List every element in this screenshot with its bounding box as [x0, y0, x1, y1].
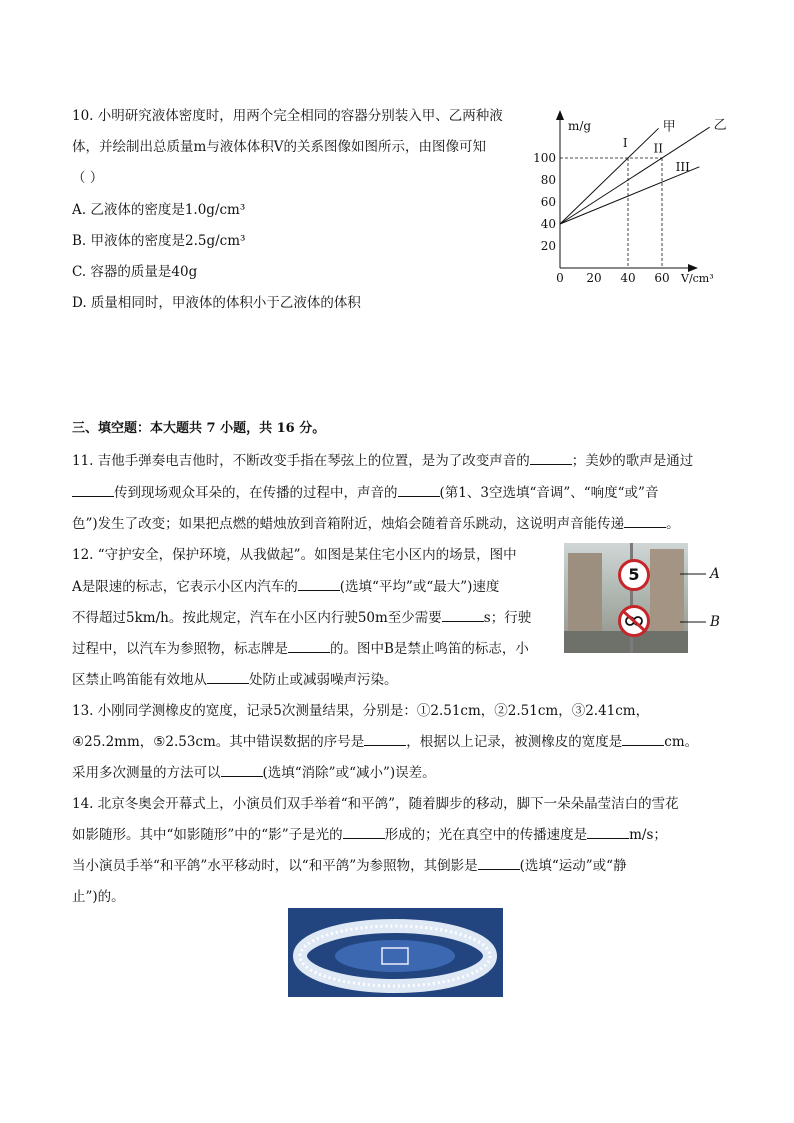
q14-text-3a: 当小演员手举“和平鸽”水平移动时，以“和平鸽”为参照物，其倒影是 — [72, 858, 478, 874]
q12-text-5b: 处防止或减弱噪声污染。 — [249, 672, 398, 688]
q13-text-2a: ④25.2mm，⑤2.53cm。其中错误数据的序号是 — [72, 734, 365, 750]
q11-line1 — [72, 449, 693, 469]
q14-text-2b: 形成的；光在真空中的传播速度是 — [384, 827, 588, 843]
q13-line3 — [72, 761, 436, 781]
q11-blank-3 — [398, 484, 440, 497]
y-axis-label: m/g — [568, 119, 592, 133]
q12-line5 — [72, 668, 398, 688]
q13-line2 — [72, 730, 698, 750]
q14-line3 — [72, 854, 627, 874]
no-horn-sign — [618, 605, 650, 637]
q11-line2 — [72, 481, 658, 501]
q12-line1: 12. “守护安全，保护环境，从我做起”。如图是某住宅小区内的场景，图中 — [72, 547, 517, 563]
q12-text-4b: 的。图中B是禁止鸣笛的标志，小 — [330, 641, 529, 657]
annotation-II: II — [653, 141, 663, 156]
q12-text-2b: (选填“平均”或“最大”)速度 — [339, 579, 500, 595]
q11-text-1b: ；美妙的歌声是通过 — [571, 453, 694, 469]
q14-line4: 止”)的。 — [72, 889, 125, 905]
q12-blank-3 — [288, 640, 330, 653]
q14-blank-1 — [343, 826, 385, 839]
q10-option-c: C. 容器的质量是40g — [72, 264, 198, 280]
mass-volume-chart — [526, 100, 736, 290]
x-tick-label: 20 — [586, 271, 602, 285]
q12-line2 — [72, 575, 499, 595]
y-tick-label: 20 — [540, 239, 556, 253]
q11-blank-2 — [72, 484, 114, 497]
y-axis-arrow — [556, 110, 564, 120]
building-left — [568, 553, 602, 633]
q12-text-5a: 区禁止鸣笛能有效地从 — [72, 672, 207, 688]
q12-residential-photo — [564, 543, 688, 653]
q13-text-2c: cm。 — [664, 734, 699, 750]
q14-line2 — [72, 823, 667, 843]
q13-text-3a: 采用多次测量的方法可以 — [72, 765, 221, 781]
series-line-jia — [560, 128, 659, 224]
x-tick-label: 40 — [620, 271, 636, 285]
q10-option-a: A. 乙液体的密度是1.0g/cm³ — [72, 202, 246, 218]
section-heading: 三、填空题：本大题共 7 小题，共 16 分。 — [72, 421, 326, 436]
q12-blank-4 — [207, 671, 249, 684]
q13-blank-3 — [221, 764, 263, 777]
y-tick-label: 100 — [533, 151, 556, 165]
horn-icon — [621, 608, 647, 634]
q14-text-2a: 如影随形。其中“如影随形”中的“影”子是光的 — [72, 827, 343, 843]
q11-text-2a: 传到现场观众耳朵的，在传播的过程中，声音的 — [114, 485, 398, 501]
q14-text-2c: m/s； — [629, 827, 667, 843]
q13-text-2b: ，根据以上记录，被测橡皮的宽度是 — [406, 734, 623, 750]
y-tick-label: 40 — [540, 217, 556, 231]
series-line-iii — [560, 167, 699, 224]
q10-option-b: B. 甲液体的密度是2.5g/cm³ — [72, 233, 246, 249]
q13-blank-1 — [364, 733, 406, 746]
q10-stem-line1: 10. 小明研究液体密度时，用两个完全相同的容器分别装入甲、乙两种液 — [72, 108, 503, 124]
q11-line3 — [72, 512, 680, 532]
q12-line3 — [72, 606, 531, 626]
q10-stem-line2: 体，并绘制出总质量m与液体体积V的关系图像如图所示，由图像可知 — [72, 139, 487, 155]
x-tick-label: 60 — [654, 271, 670, 285]
building-right — [650, 549, 684, 635]
series-line-yi — [560, 127, 710, 224]
q10-option-d: D. 质量相同时，甲液体的体积小于乙液体的体积 — [72, 295, 361, 311]
y-tick-label: 80 — [540, 173, 556, 187]
q14-blank-3 — [478, 857, 520, 870]
q11-blank-1 — [530, 452, 572, 465]
photo-label-a: A — [710, 566, 720, 582]
q13-line1: 13. 小刚同学测橡皮的宽度，记录5次测量结果，分别是：①2.51cm，②2.51cm，③2.41cm， — [72, 703, 650, 719]
q12-text-2a: A是限速的标志，它表示小区内汽车的 — [72, 579, 298, 595]
q12-text-4a: 过程中，以汽车为参照物，标志牌是 — [72, 641, 288, 657]
q11-text-3b: 。 — [666, 516, 680, 532]
q12-line4 — [72, 637, 529, 657]
q11-text-3a: 色”)发生了改变；如果把点燃的蜡烛放到音箱附近，烛焰会随着音乐跳动，这说明声音能传递 — [72, 516, 625, 532]
q11-blank-4 — [624, 515, 666, 528]
q12-text-3a: 不得超过5km/h。按此规定，汽车在小区内行驶50m至少需要 — [72, 610, 442, 626]
q11-text-2b: (第1、3空选填“音调”、“响度“或”音 — [439, 485, 659, 501]
q12-blank-2 — [442, 609, 484, 622]
annotation-I: I — [622, 136, 628, 150]
q13-text-3b: (选填“消除”或“减小”)误差。 — [262, 765, 436, 781]
q14-ceremony-photo — [288, 908, 503, 997]
q14-line1: 14. 北京冬奥会开幕式上，小演员们双手举着“和平鸽”，随着脚步的移动，脚下一朵朵晶莹洁白的雪花 — [72, 796, 679, 812]
q14-blank-2 — [587, 826, 629, 839]
q14-text-3b: (选填“运动”或“静 — [519, 858, 627, 874]
q10-stem-line3: （ ） — [72, 170, 104, 186]
q12-blank-1 — [298, 578, 340, 591]
x-tick-label: 0 — [556, 271, 564, 285]
snowflake-formation-graphic — [288, 908, 503, 997]
q12-text-3b: s；行驶 — [483, 610, 532, 626]
q11-text-1a: 11. 吉他手弹奏电吉他时，不断改变手指在琴弦上的位置，是为了改变声音的 — [72, 453, 530, 469]
annotation-III: III — [675, 160, 690, 175]
x-axis-label: V/cm³ — [681, 272, 714, 285]
y-tick-label: 60 — [540, 195, 556, 209]
series-label: 乙 — [713, 118, 727, 134]
speed-limit-sign: 5 — [618, 559, 650, 591]
series-label: 甲 — [662, 119, 676, 135]
q13-blank-2 — [622, 733, 664, 746]
photo-label-b: B — [710, 614, 720, 630]
x-axis-arrow — [688, 264, 698, 272]
